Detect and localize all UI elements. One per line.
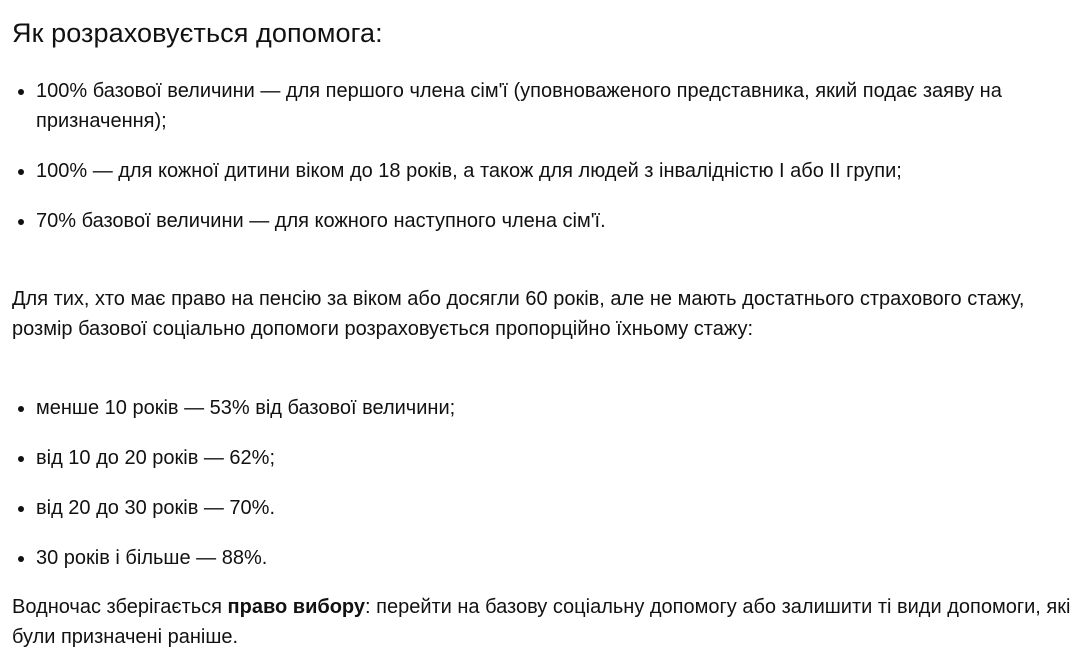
list-item: від 10 до 20 років — 62%; bbox=[12, 443, 1072, 473]
list-item: 100% — для кожної дитини віком до 18 років, а також для людей з інвалідністю І або ІІ групи; bbox=[12, 156, 996, 186]
list-item: 30 років і більше — 88%. bbox=[12, 543, 1072, 573]
section-heading: Як розраховується допомога: bbox=[12, 18, 383, 48]
list-item: 70% базової величини — для кожного наступного члена сім'ї. bbox=[12, 206, 1072, 236]
choice-text-before: Водночас зберігається bbox=[12, 596, 228, 618]
pension-paragraph: Для тих, хто має право на пенсію за віком або досягли 60 років, але не мають достатнього страхового стажу, розмір базової соціально допомоги розраховується пропорційно їхньому стажу: bbox=[12, 288, 1025, 340]
list-item: від 20 до 30 років — 70%. bbox=[12, 493, 1072, 523]
choice-bold-text: право вибору bbox=[227, 596, 366, 618]
list-item: менше 10 років — 53% від базової величини; bbox=[12, 393, 1072, 423]
list-item: 100% базової величини — для першого члена сім'ї (уповноваженого представника, який подає заяву на призначення); bbox=[12, 76, 1046, 136]
experience-list bbox=[12, 393, 1072, 573]
calculation-list bbox=[12, 76, 1072, 236]
choice-paragraph bbox=[12, 592, 1074, 652]
choice-text-after: : перейти на базову соціальну допомогу або залишити ті види допомоги, які були призначені раніше. bbox=[12, 596, 1071, 648]
